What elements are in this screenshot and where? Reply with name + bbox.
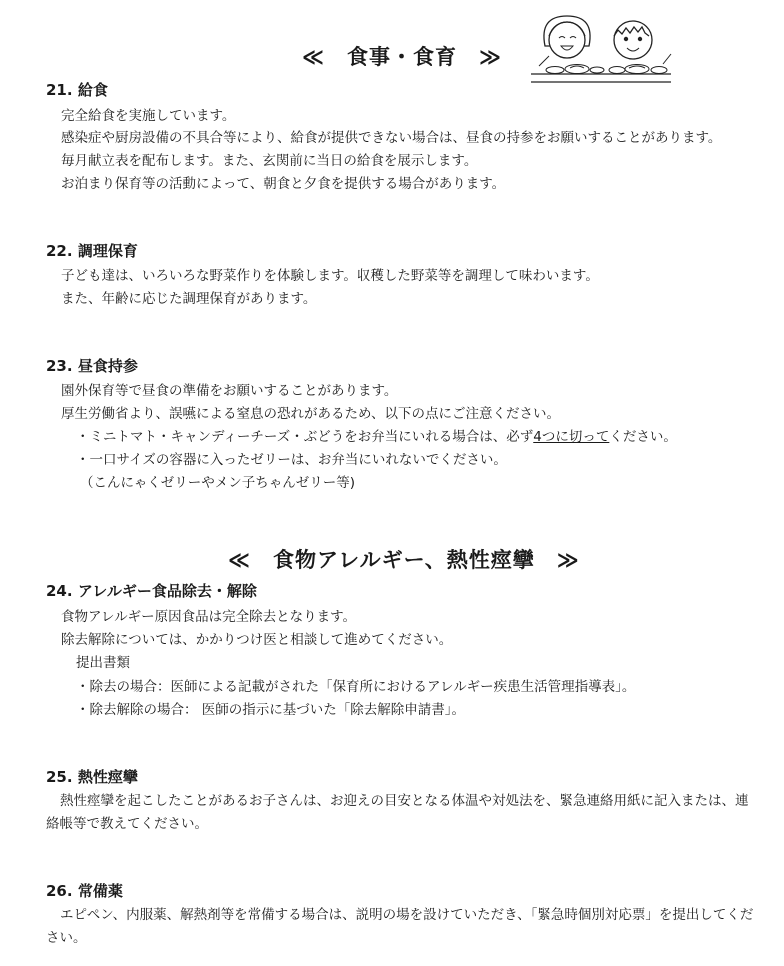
item24-line3: 提出書類: [76, 655, 130, 671]
heading-24: [46, 580, 257, 601]
bullet1-emphasis: 4つに切って: [533, 429, 610, 445]
item26-paragraph: エピペン、内服薬、解熱剤等を常備する場合は、説明の場を設けていただき、「緊急時個別対応票」を提出してください。: [46, 907, 754, 946]
item23-bullet2-note: （こんにゃくゼリーやメン子ちゃんゼリー等): [80, 475, 355, 491]
heading-title: アレルギー食品除去・解除: [77, 582, 257, 600]
heading-21: [46, 79, 108, 100]
heading-title: 給食: [77, 81, 108, 99]
children-eating-illustration: [525, 8, 675, 86]
heading-number: 21.: [46, 81, 73, 99]
item23-line1: 園外保育等で昼食の準備をお願いすることがあります。: [61, 383, 398, 399]
item22-line2: また、年齢に応じた調理保育があります。: [61, 291, 317, 307]
heading-23: [46, 355, 138, 376]
heading-22: [46, 240, 138, 261]
bullet1-text: ・ミニトマト・キャンディーチーズ・ぶどうをお弁当にいれる場合は、必ず: [76, 429, 534, 445]
heading-number: 23.: [46, 357, 73, 375]
heading-number: 22.: [46, 242, 73, 260]
item21-line4: お泊まり保育等の活動によって、朝食と夕食を提供する場合があります。: [61, 176, 506, 192]
section-title-allergy: ≪ 食物アレルギー、熱性痙攣 ≫: [228, 548, 580, 572]
item23-bullet1: [76, 425, 677, 445]
heading-title: 調理保育: [77, 242, 138, 260]
heading-number: 24.: [46, 582, 73, 600]
item22-line1: 子ども達は、いろいろな野菜作りを体験します。収穫した野菜等を調理して味わいます。: [61, 268, 599, 284]
heading-25: [46, 766, 138, 787]
heading-title: 常備薬: [77, 882, 123, 900]
item21-line2: 感染症や厨房設備の不具合等により、給食が提供できない場合は、昼食の持参をお願いすることがあります。: [61, 130, 722, 146]
item25-paragraph: 熱性痙攣を起こしたことがあるお子さんは、お迎えの目安となる体温や対処法を、緊急連絡用紙に記入または、連絡帳等で教えてください。: [46, 793, 749, 832]
section-title-meals: ≪ 食事・食育 ≫: [302, 45, 502, 69]
bullet1-tail: ください。: [609, 429, 677, 445]
item23-line2: 厚生労働省より、誤嚥による窒息の恐れがあるため、以下の点にご注意ください。: [61, 406, 560, 422]
item24-line5: ・除去解除の場合： 医師の指示に基づいた「除去解除申請書」。: [76, 702, 466, 718]
item24-line1: 食物アレルギー原因食品は完全除去となります。: [61, 609, 357, 625]
heading-26: [46, 880, 123, 901]
item24-line2: 除去解除については、かかりつけ医と相談して進めてください。: [61, 632, 453, 648]
heading-title: 昼食持参: [77, 357, 138, 375]
heading-title: 熱性痙攣: [77, 768, 138, 786]
item23-bullet2: ・一口サイズの容器に入ったゼリーは、お弁当にいれないでください。: [76, 452, 507, 468]
heading-number: 26.: [46, 882, 73, 900]
heading-number: 25.: [46, 768, 73, 786]
item24-line4: ・除去の場合：医師による記載がされた「保育所におけるアレルギー疾患生活管理指導表」。: [76, 679, 636, 695]
item21-line3: 毎月献立表を配布します。また、玄関前に当日の給食を展示します。: [61, 153, 478, 169]
item21-line1: 完全給食を実施しています。: [61, 108, 236, 124]
